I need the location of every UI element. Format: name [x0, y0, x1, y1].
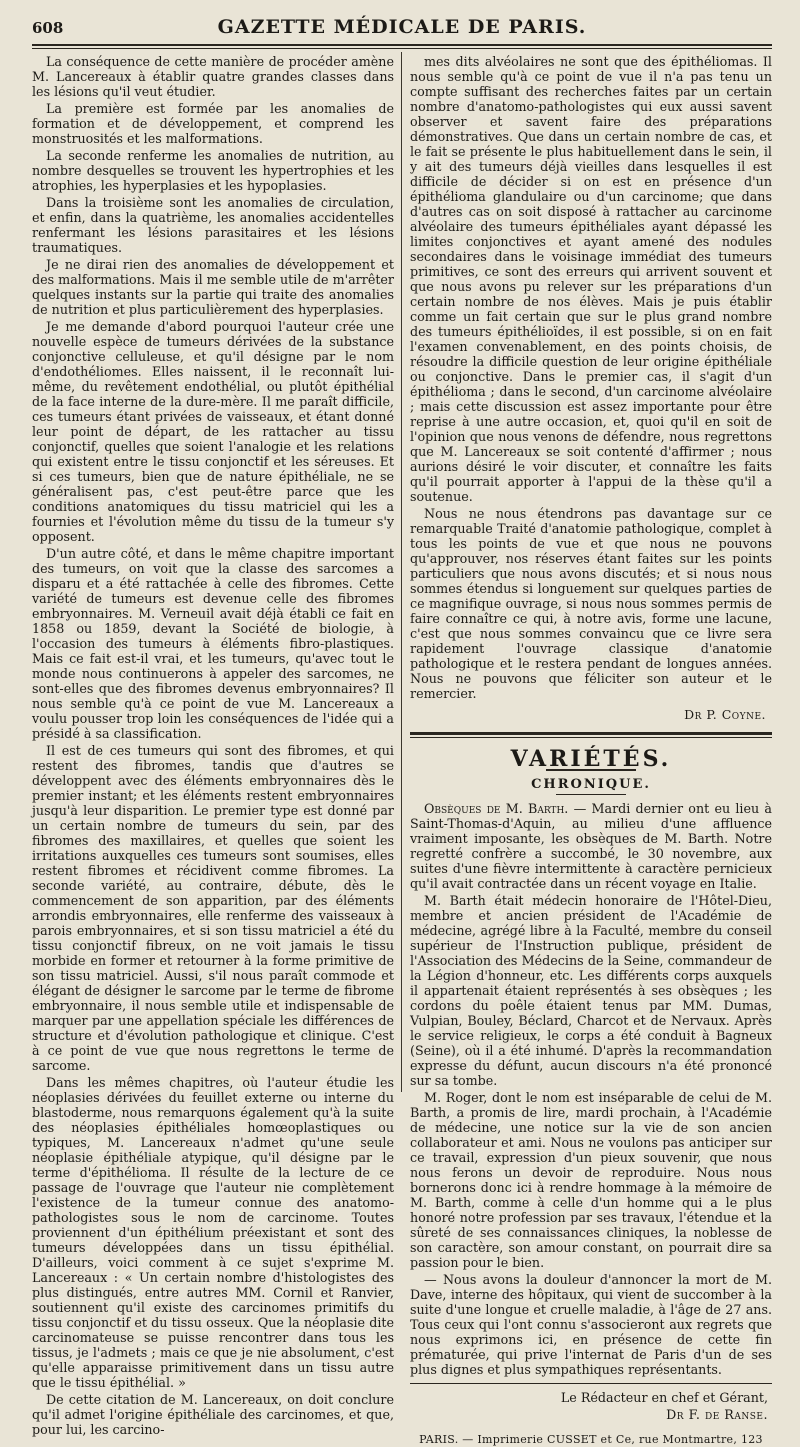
subsection-title: CHRONIQUE. [531, 777, 651, 792]
paragraph: La conséquence de cette manière de procéder amène M. Lancereaux à établir quatre grandes classes dans les lésions qu'il veut étudier. [32, 54, 394, 99]
chronique-paragraph: — Nous avons la douleur d'annoncer la mort de M. Dave, interne des hôpitaux, qui vient de succomber à la suite d'une longue et cruelle maladie, à l'âge de 27 ans. Tous ceux qui l'ont connu s'associeront aux regrets que nous exprimons ici, en présence de cette fin prématurée, qui prive l'internat de Paris d'un de ses plus dignes et plus sympathiques représentants. [410, 1272, 772, 1377]
chronique-text: — Mardi dernier ont eu lieu à Saint-Thomas-d'Aquin, au milieu d'une affluence vraiment imposante, les obsèques de M. Barth. Notre regretté confrère a succombé, le 30 novembre, aux suites d'une fièvre intermittente à caractère pernicieux qu'il avait contractée dans un récent voyage en Italie. [410, 801, 772, 891]
review-signature: Dr P. Coyne. [684, 707, 766, 722]
section-title: VARIÉTÉS. [510, 746, 672, 772]
right-column [410, 54, 772, 1446]
paragraph: D'un autre côté, et dans le même chapitre important des tumeurs, on voit que la classe des sarcomes a disparu et a été rattachée à celle des fibromes. Cette variété de tumeurs est devenue celle des fibromes embryonnaires. M. Verneuil avait déjà établi ce fait en 1858 ou 1859, devant la Société de biologie, à l'occasion des tumeurs à éléments fibro-plastiques. Mais ce fait est-il vrai, et les tumeurs, qu'avec tout le monde nous continuerons à appeler des sarcomes, ne sont-elles que des fibromes devenus embryonnaires? Il nous semble qu'à ce point de vue M. Lancereaux a voulu pousser trop loin les conséquences de l'idée qui a présidé à sa classification. [32, 546, 394, 741]
closing-rule [410, 1383, 772, 1384]
paragraph: mes dits alvéolaires ne sont que des épithéliomas. Il nous semble qu'à ce point de vue il n'a pas tenu un compte suffisant des recherches faites par un certain nombre d'anatomo-pathologistes qui eux aussi savent observer et savent faire des préparations démonstratives. Que dans un certain nombre de cas, et le fait se présente le plus habituellement dans le sein, il y ait des tumeurs déjà vieilles dans lesquelles il est difficile de décider si on est en présence d'un épithélioma glandulaire ou d'un carcinome; que dans d'autres cas on soit disposé à rattacher au carcinome alvéolaire des tumeurs épithéliales ayant dépassé les limites conjonctives et ayant amené des nodules secondaires dans le voisinage immédiat des tumeurs primitives, ce sont des erreurs qui arrivent souvent et que nous avons pu relever sur les préparations d'un certain nombre de nos élèves. Mais je puis établir comme un fait certain que sur le plus grand nombre des tumeurs épithélioïdes, il est possible, si on en fait l'examen convenablement, en des points choisis, de résoudre la difficile question de leur origine épithéliale ou conjonctive. Dans le premier cas, il s'agit d'un épithélioma ; dans le second, d'un carcinome alvéolaire ; mais cette discussion est assez importante pour être reprise à une autre occasion, et, quoi qu'il en soit de l'opinion que nous venons de défendre, nous regrettons que M. Lancereaux se soit contenté d'affirmer ; nous aurions désiré le voir discuter, et connaître les faits qu'il pourrait apporter à l'appui de la thèse qu'il a soutenue. [410, 54, 772, 504]
column-divider [401, 52, 402, 1092]
paragraph: Nous ne nous étendrons pas davantage sur ce remarquable Traité d'anatomie pathologique, complet à tous les points de vue et que nous ne pouvons qu'approuver, nos réserves étant faites sur les points particuliers que nous avons discutés; et si nous nous sommes étendus si longuement sur quelques parties de ce magnifique ouvrage, si nous nous sommes permis de faire connaître ce qui, à notre avis, forme une lacune, c'est que nous sommes convaincu que ce livre sera rapidement l'ouvrage classique d'anatomie pathologique et le restera pendant de longues années. Nous ne pouvons que féliciter son auteur et le remercier. [410, 506, 772, 701]
editor-line: Le Rédacteur en chef et Gérant, [560, 1390, 768, 1405]
editor-name: Dr F. de Ranse. [666, 1407, 768, 1422]
chronique-paragraph [410, 801, 772, 891]
paragraph: Il est de ces tumeurs qui sont des fibromes, et qui restent des fibromes, tandis que d'autres se développent avec des éléments embryonnaires dès le premier instant; et les éléments restent embryonnaires jusqu'à leur disparition. Le premier type est donné par un certain nombre de tumeurs du sein, par des fibromes des maxillaires, et quelles que soient les irritations auxquelles ces tumeurs sont soumises, elles restent fibromes et récidivent comme fibromes. La seconde variété, au contraire, débute, dès le commencement de son apparition, par des éléments arrondis embryonnaires, elle renferme des vaisseaux à parois embryonnaires, et si son tissu matriciel a été du tissu conjonctif fibreux, on ne voit jamais le tissu morbide en former et retourner à la forme primitive de son tissu matriciel. Aussi, s'il nous paraît commode et élégant de désigner le sarcome par le terme de fibrome embryonnaire, il nous semble utile et indispensable de marquer par une appellation spéciale les différences de structure et d'évolution pathologique et clinique. C'est à ce point de vue que nous regrettons le terme de sarcome. [32, 743, 394, 1073]
paragraph: La seconde renferme les anomalies de nutrition, au nombre desquelles se trouvent les hypertrophies et les atrophies, les hyperplasies et les hypoplasies. [32, 148, 394, 193]
paragraph: Je ne dirai rien des anomalies de développement et des malformations. Mais il me semble utile de m'arrêter quelques instants sur la partie qui traite des anomalies de nutrition et plus particulièrement des hyperplasies. [32, 257, 394, 317]
chronique-paragraph: M. Roger, dont le nom est inséparable de celui de M. Barth, a promis de lire, mardi prochain, à l'Académie de médecine, une notice sur la vie de son ancien collaborateur et ami. Nous ne voulons pas anticiper sur ce travail, expression d'un pieux souvenir, que nous nous ferons un devoir de reproduire. Nous nous bornerons donc ici à rendre hommage à la mémoire de M. Barth, comme à celle d'un homme qui a le plus honoré notre profession par ses travaux, l'étendue et la sûreté de ses connaissances cliniques, la noblesse de son caractère, son amour constant, on pourrait dire sa passion pour le bien. [410, 1090, 772, 1270]
paragraph: Dans les mêmes chapitres, où l'auteur étudie les néoplasies dérivées du feuillet externe ou interne du blastoderme, nous remarquons également qu'à la suite des néoplasies épithéliales homœoplastiques ou typiques, M. Lancereaux n'admet qu'une seule néoplasie épithéliale atypique, qu'il désigne par le terme d'épithélioma. Il résulte de la lecture de ce passage de l'ouvrage que l'auteur nie complètement l'existence de la tumeur connue des anatomo-pathologistes sous le nom de carcinome. Toutes proviennent d'un épithélium préexistant et sont des tumeurs développées dans un tissu épithélial. D'ailleurs, voici comment à ce sujet s'exprime M. Lancereaux : « Un certain nombre d'histologistes des plus distingués, entre autres MM. Cornil et Ranvier, soutiennent qu'il existe des carcinomes primitifs du tissu conjonctif et du tissu osseux. Que la néoplasie dite carcinomateuse se puisse rencontrer dans tous les tissus, je l'admets ; mais ce que je nie absolument, c'est qu'elle apparaisse primitivement dans un tissu autre que le tissu épithélial. » [32, 1075, 394, 1390]
subsection-underline [556, 794, 626, 795]
imprint: PARIS. — Imprimerie CUSSET et Ce, rue Montmartre, 123 [419, 1433, 763, 1446]
journal-title: GAZETTE MÉDICALE DE PARIS. [217, 16, 587, 38]
chronique-lead: Obsèques de M. Barth. [424, 801, 569, 816]
section-rule [410, 732, 772, 738]
page-header [32, 16, 772, 42]
paragraph: De cette citation de M. Lancereaux, on doit conclure qu'il admet l'origine épithéliale des carcinomes, et que, pour lui, les carcino- [32, 1392, 394, 1437]
header-rule [32, 44, 772, 49]
left-column [32, 54, 394, 1437]
paragraph: La première est formée par les anomalies de formation et de développement, et comprend les monstruosités et les malformations. [32, 101, 394, 146]
page-number: 608 [32, 19, 64, 37]
paragraph: Dans la troisième sont les anomalies de circulation, et enfin, dans la quatrième, les anomalies accidentelles renfermant les lésions parasitaires et les lésions traumatiques. [32, 195, 394, 255]
chronique-paragraph: M. Barth était médecin honoraire de l'Hôtel-Dieu, membre et ancien président de l'Académie de médecine, agrégé libre à la Faculté, membre du conseil supérieur de l'Instruction publique, président de l'Association des Médecins de la Seine, commandeur de la Légion d'honneur, etc. Les différents corps auxquels il appartenait étaient représentés à ses obsèques ; les cordons du poêle étaient tenus par MM. Dumas, Vulpian, Bouley, Béclard, Charcot et de Nervaux. Après le service religieux, le corps a été conduit à Bagneux (Seine), où il a été inhumé. D'après la recommandation expresse du défunt, aucun discours n'a été prononcé sur sa tombe. [410, 893, 772, 1088]
paragraph: Je me demande d'abord pourquoi l'auteur crée une nouvelle espèce de tumeurs dérivées de la substance conjonctive celluleuse, et qu'il désigne par le nom d'endothéliomes. Elles naissent, il le reconnaît lui-même, du revêtement endothélial, ou plutôt épithélial de la face interne de la dure-mère. Il me paraît difficile, ces tumeurs étant privées de vaisseaux, et étant donné leur point de départ, de les rattacher au tissu conjonctif, quelles que soient l'analogie et les relations qui existent entre le tissu conjonctif et les séreuses. Et si ces tumeurs, bien que de nature épithéliale, ne se généralisent pas, c'est peut-être parce que les conditions anatomiques du tissu matriciel qui les a fournies et l'évolution même du tissu de la tumeur s'y opposent. [32, 319, 394, 544]
